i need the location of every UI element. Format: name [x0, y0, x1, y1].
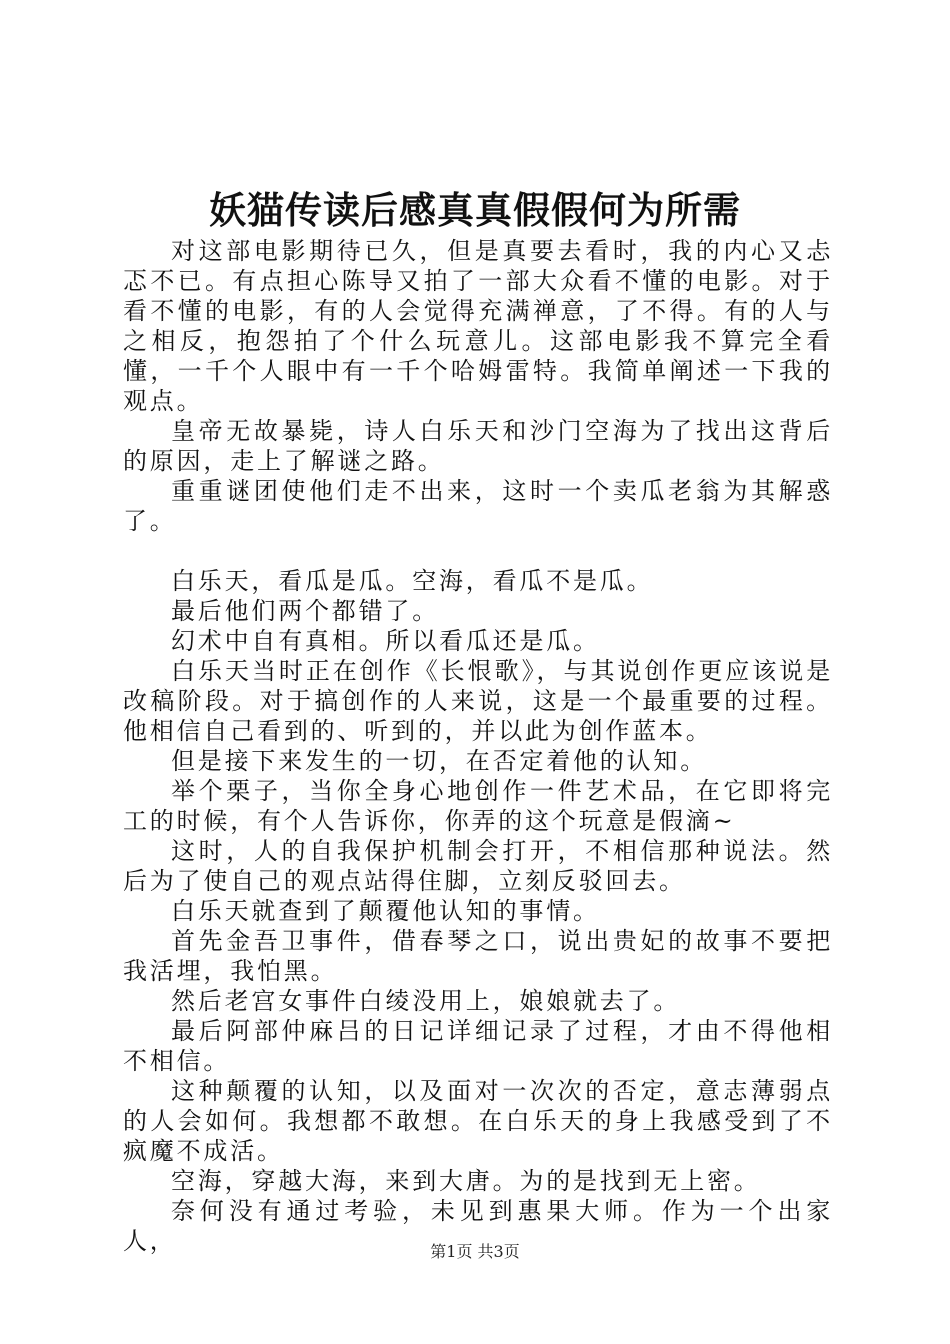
paragraph: 然后老宫女事件白绫没用上，娘娘就去了。: [171, 987, 681, 1015]
paragraph: 白乐天就查到了颠覆他认知的事情。: [171, 897, 600, 925]
paragraph: 白乐天，看瓜是瓜。空海，看瓜不是瓜。: [171, 567, 654, 595]
paragraph: 对这部电影期待已久，但是真要去看时，我的内心又忐忑不已。有点担心陈导又拍了一部大众看不懂的电影。对于看不懂的电影，有的人会觉得充满禅意，了不得。有的人与之相反，抱怨拍了个什么玩意儿。这部电影我不算完全看懂，一千个人眼中有一千个哈姆雷特。我简单阐述一下我的观点。: [123, 237, 833, 415]
document-title: 妖猫传读后感真真假假何为所需: [209, 188, 741, 232]
blank-line: [123, 536, 833, 566]
paragraph: 最后他们两个都错了。: [171, 597, 439, 625]
paragraph: 这种颠覆的认知，以及面对一次次的否定，意志薄弱点的人会如何。我想都不敢想。在白乐天的身上我感受到了不疯魔不成活。: [123, 1077, 833, 1165]
paragraph: 首先金吾卫事件，借春琴之口，说出贵妃的故事不要把我活埋，我怕黑。: [123, 927, 833, 985]
paragraph: 重重谜团使他们走不出来，这时一个卖瓜老翁为其解惑了。: [123, 477, 833, 535]
paragraph: 皇帝无故暴毙，诗人白乐天和沙门空海为了找出这背后的原因，走上了解谜之路。: [123, 417, 833, 475]
page-footer: 第1页 共3页: [430, 1242, 520, 1261]
paragraph: 奈何没有通过考验，未见到惠果大师。作为一个出家人，: [123, 1197, 833, 1255]
paragraph: 空海，穿越大海，来到大唐。为的是找到无上密。: [171, 1167, 761, 1195]
paragraph: 但是接下来发生的一切，在否定着他的认知。: [171, 747, 707, 775]
paragraph: 幻术中自有真相。所以看瓜还是瓜。: [171, 627, 600, 655]
paragraph: 白乐天当时正在创作《长恨歌》，与其说创作更应该说是改稿阶段。对于搞创作的人来说，这是一个最重要的过程。他相信自己看到的、听到的，并以此为创作蓝本。: [123, 657, 833, 745]
paragraph: 最后阿部仲麻吕的日记详细记录了过程，才由不得他相不相信。: [123, 1017, 833, 1075]
paragraph: 这时，人的自我保护机制会打开，不相信那种说法。然后为了使自己的观点站得住脚，立刻反驳回去。: [123, 837, 833, 895]
document-body: [123, 236, 833, 1256]
paragraph: 举个栗子，当你全身心地创作一件艺术品，在它即将完工的时候，有个人告诉你，你弄的这个玩意是假滴~: [123, 777, 833, 835]
